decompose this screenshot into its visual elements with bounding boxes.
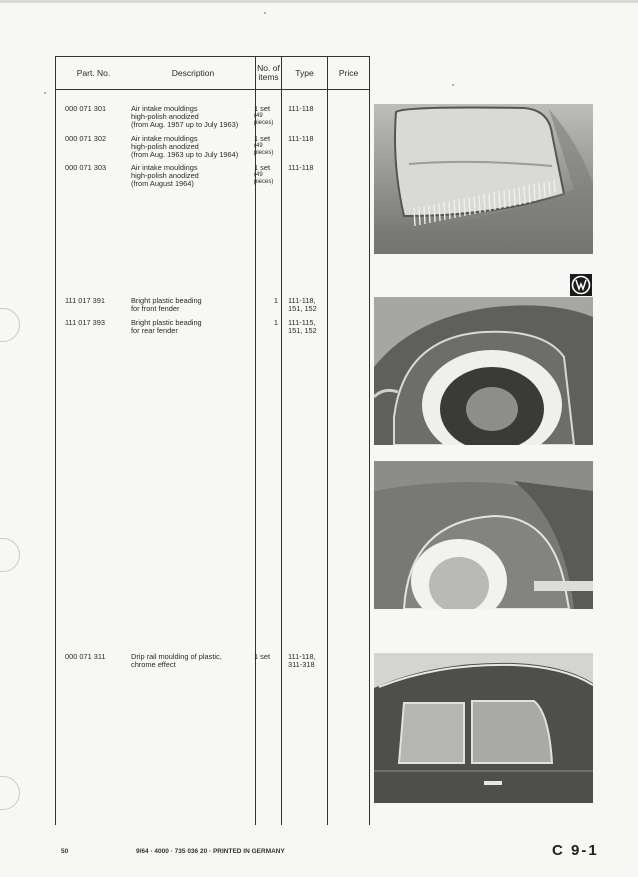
section-code: C 9-1 <box>552 842 599 859</box>
type-codes: 111-118, 311-318 <box>288 652 316 670</box>
type-codes: 111-115, 151, 152 <box>288 318 317 336</box>
parts-table <box>55 56 370 825</box>
description: Air intake mouldings high-polish anodized (from Aug. 1963 up to July 1964) <box>131 134 239 160</box>
item-count-value: 1 set <box>254 104 271 113</box>
description: Drip rail moulding of plastic, chrome effect <box>131 652 222 670</box>
binder-hole <box>0 776 20 810</box>
type-codes: 111-118 <box>288 163 314 172</box>
photo-drip-rail-moulding <box>374 653 593 803</box>
description: Bright plastic beading for rear fender <box>131 318 202 336</box>
photo-air-intake-mouldings <box>374 104 593 254</box>
speck <box>264 12 266 14</box>
top-edge-rule <box>0 0 638 3</box>
type-codes: 111-118 <box>288 134 314 143</box>
header-part-no: Part. No. <box>76 67 111 78</box>
part-number: 000 071 311 <box>65 652 106 661</box>
header-no-of-items: No. of items <box>257 63 280 82</box>
part-number: 000 071 301 <box>65 104 107 113</box>
type-codes: 111-118, 151, 152 <box>288 296 317 314</box>
item-count-note: (49 pieces) <box>254 143 274 156</box>
part-number: 111 017 391 <box>65 296 106 305</box>
item-count-note: (49 pieces) <box>254 172 274 185</box>
item-count-value: 1 set <box>254 163 271 172</box>
part-number: 000 071 303 <box>65 163 107 172</box>
item-count: 1 set <box>254 652 271 661</box>
header-description: Description <box>171 67 215 78</box>
vw-logo <box>570 274 592 296</box>
print-info: 9/64 · 4000 · 735 036 20 · PRINTED IN GERMANY <box>136 848 285 855</box>
item-count <box>254 164 282 185</box>
item-count: 1 <box>273 296 278 305</box>
item-count <box>254 105 282 126</box>
description: Air intake mouldings high-polish anodized (from August 1964) <box>131 163 199 189</box>
photo-rear-fender-beading <box>374 461 593 609</box>
binder-hole <box>0 538 20 572</box>
item-count-value: 1 set <box>254 134 271 143</box>
header-type: Type <box>295 67 314 78</box>
item-count-note: (49 pieces) <box>254 113 274 126</box>
photo-front-fender-beading <box>374 297 593 445</box>
part-number: 000 071 302 <box>65 134 107 143</box>
type-codes: 111-118 <box>288 104 314 113</box>
table-header <box>56 57 369 90</box>
binder-hole <box>0 308 20 342</box>
speck <box>452 84 454 86</box>
speck <box>44 92 46 94</box>
page-number: 50 <box>61 848 69 855</box>
description: Air intake mouldings high-polish anodized (from Aug. 1957 up to July 1963) <box>131 104 239 130</box>
part-number: 111 017 393 <box>65 318 106 327</box>
description: Bright plastic beading for front fender <box>131 296 202 314</box>
header-price: Price <box>338 67 359 78</box>
item-count: 1 <box>273 318 278 327</box>
item-count <box>254 135 282 156</box>
